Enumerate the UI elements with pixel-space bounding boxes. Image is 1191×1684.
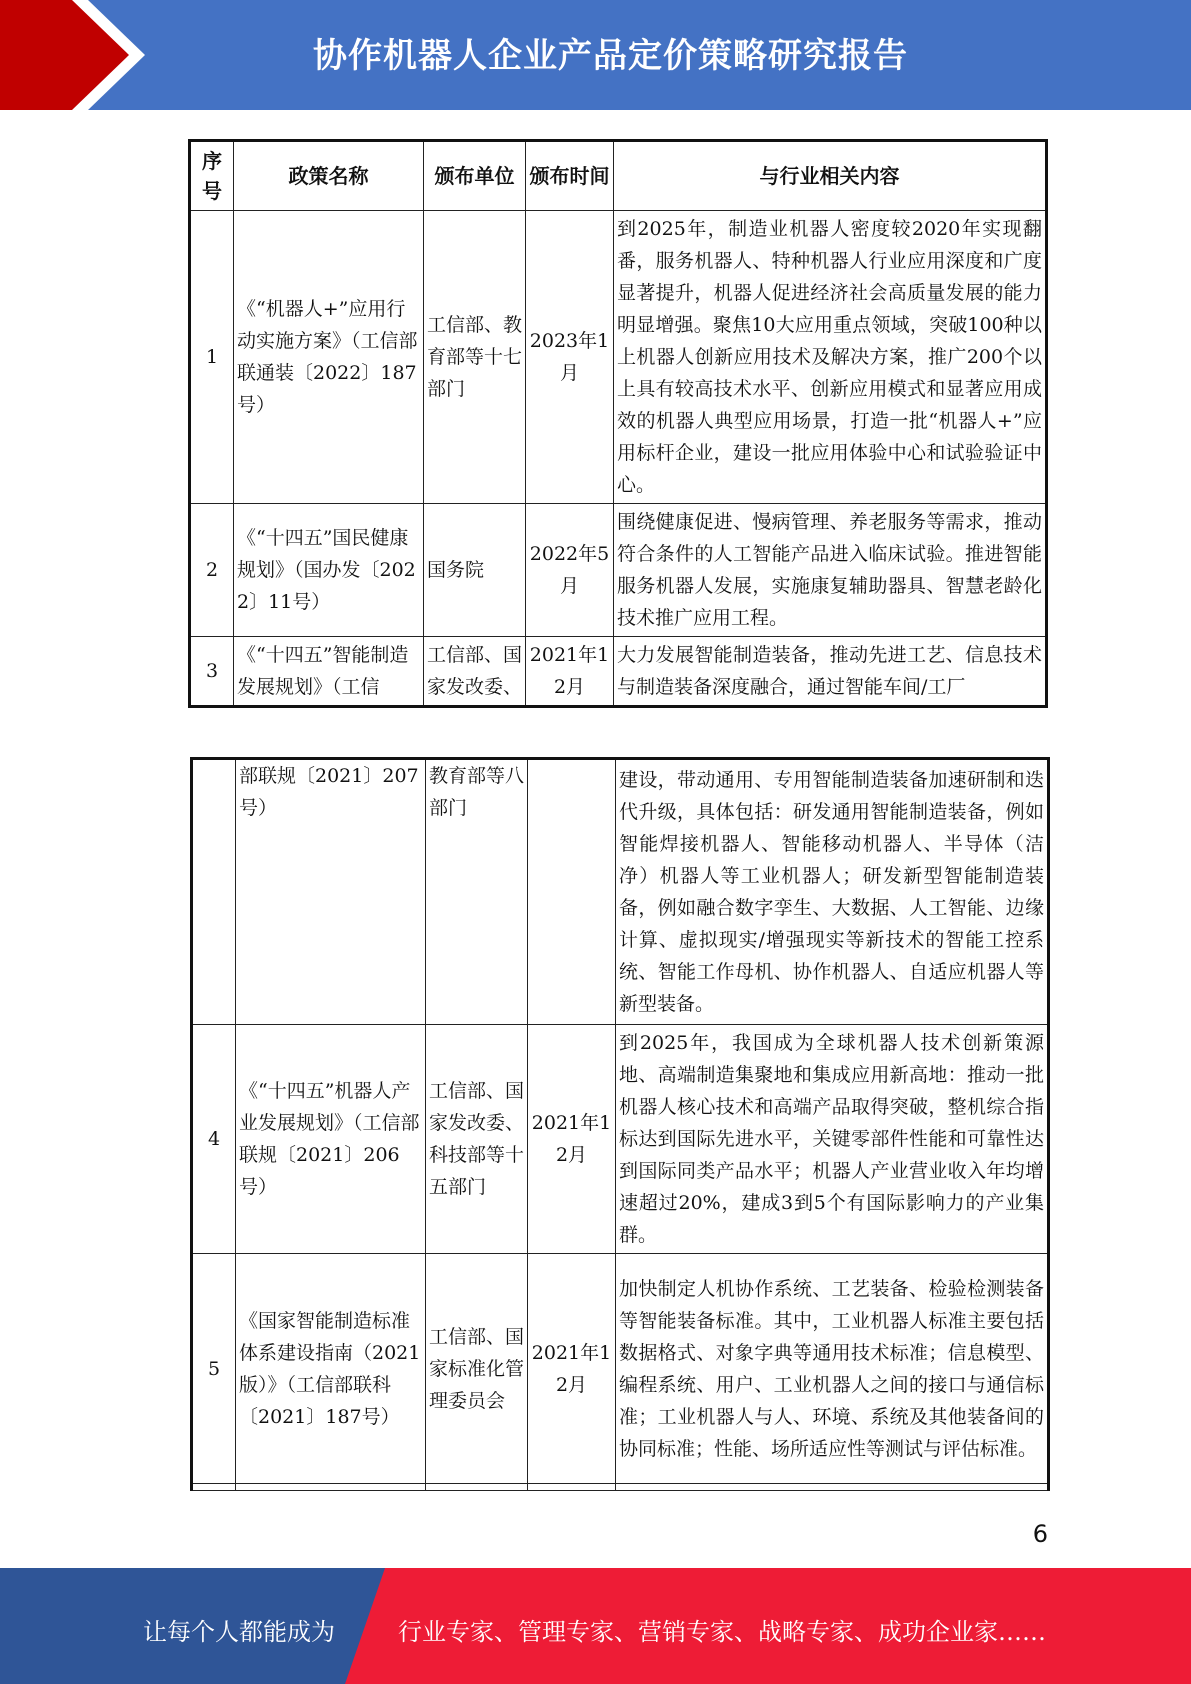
page-number: 6 <box>1032 1520 1048 1548</box>
table-row-cut <box>192 1484 1049 1491</box>
policy-name: 《“机器人+”应用行动实施方案》（工信部联通装〔2022〕187号） <box>234 211 424 504</box>
row-no: 1 <box>190 211 234 504</box>
table-row <box>190 637 1047 707</box>
page-footer <box>0 1568 1191 1684</box>
issue-date: 2021年12月 <box>526 637 614 707</box>
policy-content: 到2025年，我国成为全球机器人技术创新策源地、高端制造集聚地和集成应用新高地：推动一批机器人核心技术和高端产品取得突破，整机综合指标达到国际先进水平，关键零部件性能和可靠性达到国际同类产品水平；机器人产业营业收入年均增速超过20%，建成3到5个有国际影响力的产业集群。 <box>616 1025 1049 1254</box>
row-no: 5 <box>192 1254 236 1484</box>
header-org: 颁布单位 <box>424 141 526 211</box>
policy-content: 大力发展智能制造装备，推动先进工艺、信息技术与制造装备深度融合，通过智能车间/工厂 <box>614 637 1047 707</box>
policy-name: 《“十四五”智能制造发展规划》（工信 <box>234 637 424 707</box>
policy-content: 建设，带动通用、专用智能制造装备加速研制和迭代升级，具体包括：研发通用智能制造装备，例如智能焊接机器人、智能移动机器人、半导体（洁净）机器人等工业机器人；研发新型智能制造装备，例如融合数字孪生、大数据、人工智能、边缘计算、虚拟现实/增强现实等新技术的智能工控系统、智能工作母机、协作机器人、自适应机器人等新型装备。 <box>616 759 1049 1025</box>
policy-content: 围绕健康促进、慢病管理、养老服务等需求，推动符合条件的人工智能产品进入临床试验。推进智能服务机器人发展，实施康复辅助器具、智慧老龄化技术推广应用工程。 <box>614 504 1047 637</box>
policy-name: 《“十四五”机器人产业发展规划》（工信部联规〔2021〕206号） <box>236 1025 426 1254</box>
issuing-org: 工信部、国家发改委、科技部等十五部门 <box>426 1025 528 1254</box>
issue-date: 2021年12月 <box>528 1025 616 1254</box>
policy-name: 《“十四五”国民健康规划》（国办发〔2022〕11号） <box>234 504 424 637</box>
policy-table-part1 <box>188 139 1048 708</box>
policy-content: 到2025年，制造业机器人密度较2020年实现翻番，服务机器人、特种机器人行业应用深度和广度显著提升，机器人促进经济社会高质量发展的能力明显增强。聚焦10大应用重点领域，突破100种以上机器人创新应用技术及解决方案，推广200个以上具有较高技术水平、创新应用模式和显著应用成效的机器人典型应用场景，打造一批“机器人+”应用标杆企业，建设一批应用体验中心和试验验证中心。 <box>614 211 1047 504</box>
chevron-arrow-icon <box>0 0 160 110</box>
issuing-org: 工信部、教育部等十七部门 <box>424 211 526 504</box>
row-no: 2 <box>190 504 234 637</box>
table-row <box>192 1254 1049 1484</box>
footer-slogan-right: 行业专家、管理专家、营销专家、战略专家、成功企业家…… <box>398 1618 1046 1646</box>
header-no: 序号 <box>190 141 234 211</box>
policy-table-part2 <box>190 757 1050 1491</box>
issuing-org: 国务院 <box>424 504 526 637</box>
issue-date: 2023年1月 <box>526 211 614 504</box>
row-no: 4 <box>192 1025 236 1254</box>
table-row <box>190 211 1047 504</box>
policy-name: 《国家智能制造标准体系建设指南（2021版）》（工信部联科〔2021〕187号） <box>236 1254 426 1484</box>
table-row <box>192 1025 1049 1254</box>
row-no-empty <box>192 759 236 1025</box>
table-row <box>190 504 1047 637</box>
report-title: 协作机器人企业产品定价策略研究报告 <box>313 36 908 76</box>
policy-content: 加快制定人机协作系统、工艺装备、检验检测装备等智能装备标准。其中，工业机器人标准主要包括数据格式、对象字典等通用技术标准；信息模型、编程系统、用户、工业机器人之间的接口与通信标准；工业机器人与人、环境、系统及其他装备间的协同标准；性能、场所适应性等测试与评估标准。 <box>616 1254 1049 1484</box>
policy-name: 部联规〔2021〕207号） <box>236 759 426 1025</box>
issuing-org: 工信部、国家标准化管理委员会 <box>426 1254 528 1484</box>
issue-date: 2022年5月 <box>526 504 614 637</box>
table-header-row <box>190 141 1047 211</box>
issue-date-empty <box>528 759 616 1025</box>
row-no: 3 <box>190 637 234 707</box>
page-header <box>0 0 1191 110</box>
table-row-continued <box>192 759 1049 1025</box>
header-name: 政策名称 <box>234 141 424 211</box>
issue-date: 2021年12月 <box>528 1254 616 1484</box>
header-date: 颁布时间 <box>526 141 614 211</box>
header-content: 与行业相关内容 <box>614 141 1047 211</box>
issuing-org: 教育部等八部门 <box>426 759 528 1025</box>
footer-slogan-left: 让每个人都能成为 <box>143 1618 335 1646</box>
issuing-org: 工信部、国家发改委、 <box>424 637 526 707</box>
